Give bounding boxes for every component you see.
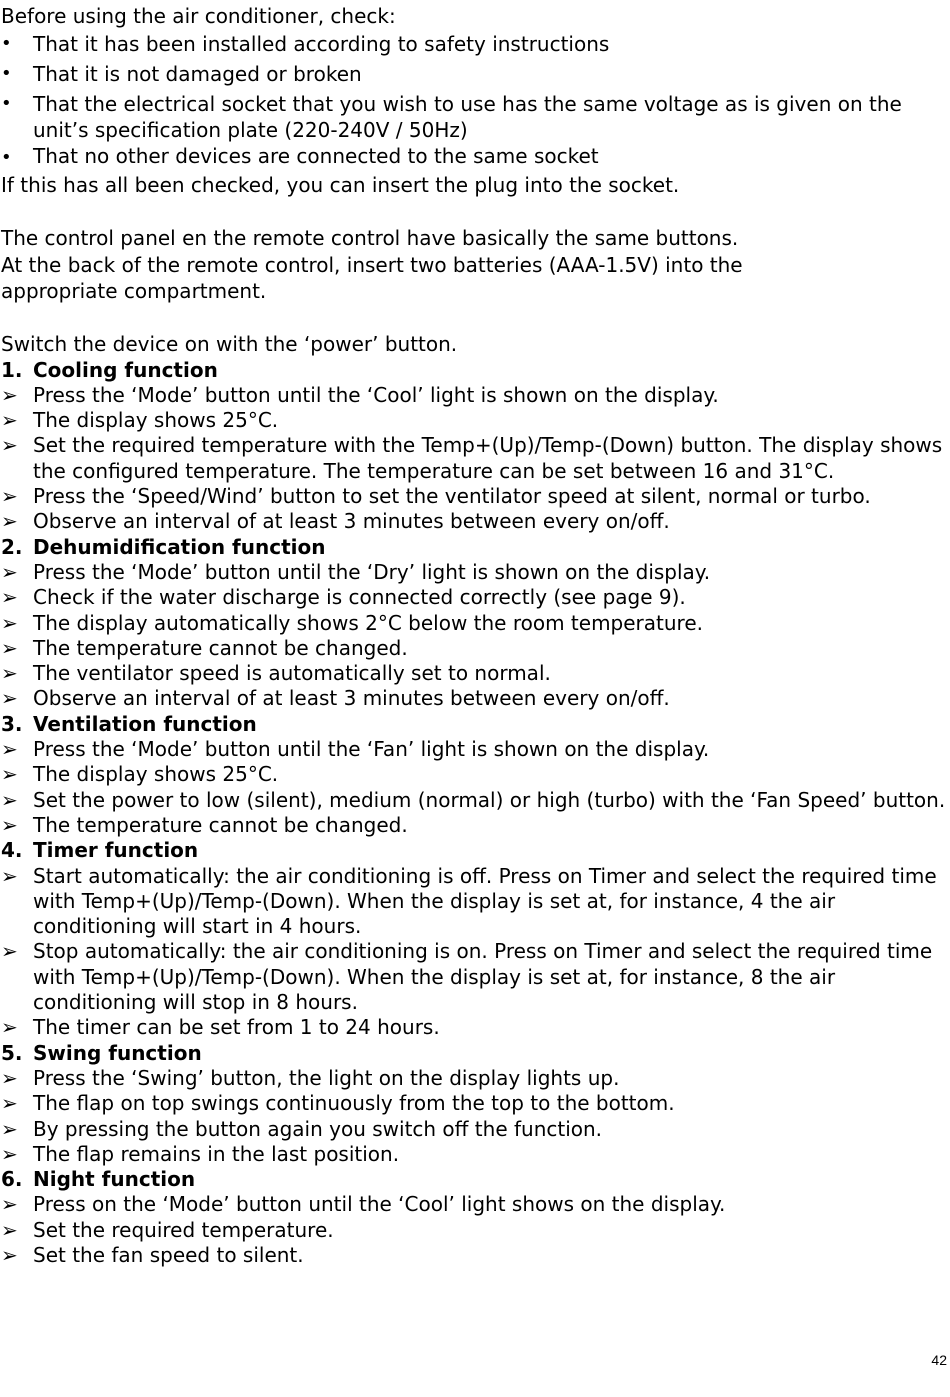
function-section xyxy=(1,712,947,838)
section-title: Swing function xyxy=(33,1040,202,1065)
section-title: Dehumidification function xyxy=(33,534,326,559)
check-list xyxy=(1,29,947,173)
check-item: • That it is not damaged or broken xyxy=(1,59,947,89)
arrow-bullet-icon: ➢ xyxy=(1,1242,18,1267)
arrow-bullet-icon: ➢ xyxy=(1,1116,18,1141)
section-title: Ventilation function xyxy=(33,711,257,736)
arrow-bullet-icon: ➢ xyxy=(1,1192,18,1217)
section-number: 2. xyxy=(1,534,23,559)
section-heading xyxy=(1,1041,947,1066)
instruction-item xyxy=(1,1142,947,1167)
section-heading xyxy=(1,838,947,863)
instruction-text: The timer can be set from 1 to 24 hours. xyxy=(33,1015,440,1040)
instruction-item xyxy=(1,762,947,787)
instruction-text: Press the ‘Mode’ button until the ‘Cool’ light is shown on the display. xyxy=(33,382,719,407)
arrow-bullet-icon: ➢ xyxy=(1,812,18,837)
bullet-icon: • xyxy=(1,63,12,85)
instruction-item xyxy=(1,433,947,484)
instruction-text: By pressing the button again you switch off the function. xyxy=(33,1116,603,1141)
instruction-text: Observe an interval of at least 3 minutes between every on/off. xyxy=(33,509,670,534)
page-number: 42 xyxy=(931,1352,947,1368)
instruction-item xyxy=(1,1243,947,1268)
instruction-text: Press the ‘Mode’ button until the ‘Dry’ light is shown on the display. xyxy=(33,559,711,584)
instruction-text: Set the required temperature with the Temp+(Up)/Temp-(Down) button. The display shows the configured temperature. The temperature can be set between 16 and 31°C. xyxy=(33,433,943,483)
arrow-bullet-icon: ➢ xyxy=(1,408,18,433)
function-section xyxy=(1,1041,947,1167)
instruction-text: Check if the water discharge is connected correctly (see page 9). xyxy=(33,585,686,610)
function-section xyxy=(1,838,947,1040)
instruction-text: Start automatically: the air conditioning is off. Press on Timer and select the required time with Temp+(Up)/Temp-(Down). When the display is set at, for instance, 4 the air conditioning will start in 4 hours. xyxy=(33,863,937,939)
instruction-item xyxy=(1,864,947,940)
instruction-text: Stop automatically: the air conditioning is on. Press on Timer and select the required time with Temp+(Up)/Temp-(Down). When the display is set at, for instance, 8 the air conditioning will stop in 8 hours. xyxy=(33,939,933,1015)
instruction-item xyxy=(1,737,947,762)
instruction-text: The display automatically shows 2°C below the room temperature. xyxy=(33,610,703,635)
instruction-item xyxy=(1,484,947,509)
remote-text-line: The control panel en the remote control have basically the same buttons. xyxy=(1,226,739,251)
remote-text-line: appropriate compartment. xyxy=(1,279,267,304)
instruction-item xyxy=(1,661,947,686)
instruction-item xyxy=(1,939,947,1015)
instruction-text: The temperature cannot be changed. xyxy=(33,812,408,837)
power-instruction: Switch the device on with the ‘power’ button. xyxy=(1,332,458,357)
instruction-item xyxy=(1,585,947,610)
arrow-bullet-icon: ➢ xyxy=(1,787,18,812)
arrow-bullet-icon: ➢ xyxy=(1,484,18,509)
instruction-item xyxy=(1,560,947,585)
section-number: 4. xyxy=(1,838,23,863)
remote-text-line: At the back of the remote control, insert two batteries (AAA-1.5V) into the xyxy=(1,252,743,277)
instruction-text: Set the power to low (silent), medium (normal) or high (turbo) with the ‘Fan Speed’ button. xyxy=(33,787,946,812)
section-number: 3. xyxy=(1,711,23,736)
instruction-text: The display shows 25°C. xyxy=(33,762,279,787)
check-heading: Before using the air conditioner, check: xyxy=(1,4,396,28)
instruction-text: The temperature cannot be changed. xyxy=(33,635,408,660)
instruction-item xyxy=(1,1192,947,1217)
section-number: 5. xyxy=(1,1040,23,1065)
manual-page xyxy=(1,4,947,1268)
check-item: • That the electrical socket that you wish to use has the same voltage as is given on the unit’s specification plate (220-240V / 50Hz) xyxy=(1,89,947,143)
section-heading xyxy=(1,535,947,560)
instruction-text: Press on the ‘Mode’ button until the ‘Cool’ light shows on the display. xyxy=(33,1192,726,1217)
instruction-text: Press the ‘Swing’ button, the light on the display lights up. xyxy=(33,1065,620,1090)
arrow-bullet-icon: ➢ xyxy=(1,737,18,762)
arrow-bullet-icon: ➢ xyxy=(1,1015,18,1040)
section-number: 1. xyxy=(1,357,23,382)
check-item: • That it has been installed according to safety instructions xyxy=(1,29,947,59)
section-heading xyxy=(1,358,947,383)
function-section xyxy=(1,535,947,712)
function-section xyxy=(1,358,947,535)
section-title: Timer function xyxy=(33,838,199,863)
bullet-icon: • xyxy=(1,33,12,55)
instruction-text: Observe an interval of at least 3 minutes between every on/off. xyxy=(33,686,670,711)
instruction-item xyxy=(1,686,947,711)
instruction-item xyxy=(1,1218,947,1243)
arrow-bullet-icon: ➢ xyxy=(1,762,18,787)
bullet-icon: • xyxy=(1,147,12,169)
arrow-bullet-icon: ➢ xyxy=(1,686,18,711)
arrow-bullet-icon: ➢ xyxy=(1,610,18,635)
arrow-bullet-icon: ➢ xyxy=(1,635,18,660)
arrow-bullet-icon: ➢ xyxy=(1,863,18,888)
instruction-text: The ventilator speed is automatically set to normal. xyxy=(33,661,551,686)
arrow-bullet-icon: ➢ xyxy=(1,382,18,407)
arrow-bullet-icon: ➢ xyxy=(1,939,18,964)
instruction-item xyxy=(1,636,947,661)
instruction-item xyxy=(1,1117,947,1142)
instruction-text: Press the ‘Speed/Wind’ button to set the ventilator speed at silent, normal or turbo. xyxy=(33,484,871,509)
instruction-item xyxy=(1,813,947,838)
after-checks-text: If this has all been checked, you can insert the plug into the socket. xyxy=(1,173,680,198)
instruction-text: The flap on top swings continuously from the top to the bottom. xyxy=(33,1091,675,1116)
arrow-bullet-icon: ➢ xyxy=(1,661,18,686)
instruction-text: The flap remains in the last position. xyxy=(33,1141,400,1166)
instruction-text: Press the ‘Mode’ button until the ‘Fan’ light is shown on the display. xyxy=(33,737,710,762)
arrow-bullet-icon: ➢ xyxy=(1,509,18,534)
bullet-icon: • xyxy=(1,93,12,115)
check-item: • That no other devices are connected to the same socket xyxy=(1,143,947,173)
instruction-item xyxy=(1,408,947,433)
section-title: Cooling function xyxy=(33,357,218,382)
instruction-item xyxy=(1,1015,947,1040)
instruction-item xyxy=(1,383,947,408)
arrow-bullet-icon: ➢ xyxy=(1,433,18,458)
instruction-item xyxy=(1,509,947,534)
arrow-bullet-icon: ➢ xyxy=(1,1091,18,1116)
instruction-item xyxy=(1,788,947,813)
instruction-item xyxy=(1,1066,947,1091)
instruction-text: Set the fan speed to silent. xyxy=(33,1242,304,1267)
section-heading xyxy=(1,712,947,737)
instruction-item xyxy=(1,1091,947,1116)
instruction-item xyxy=(1,611,947,636)
section-title: Night function xyxy=(33,1167,196,1192)
arrow-bullet-icon: ➢ xyxy=(1,1065,18,1090)
arrow-bullet-icon: ➢ xyxy=(1,1217,18,1242)
section-heading xyxy=(1,1167,947,1192)
function-section xyxy=(1,1167,947,1268)
arrow-bullet-icon: ➢ xyxy=(1,1141,18,1166)
instruction-text: Set the required temperature. xyxy=(33,1217,334,1242)
section-number: 6. xyxy=(1,1167,23,1192)
function-sections xyxy=(1,358,947,1269)
arrow-bullet-icon: ➢ xyxy=(1,559,18,584)
arrow-bullet-icon: ➢ xyxy=(1,585,18,610)
instruction-text: The display shows 25°C. xyxy=(33,408,279,433)
